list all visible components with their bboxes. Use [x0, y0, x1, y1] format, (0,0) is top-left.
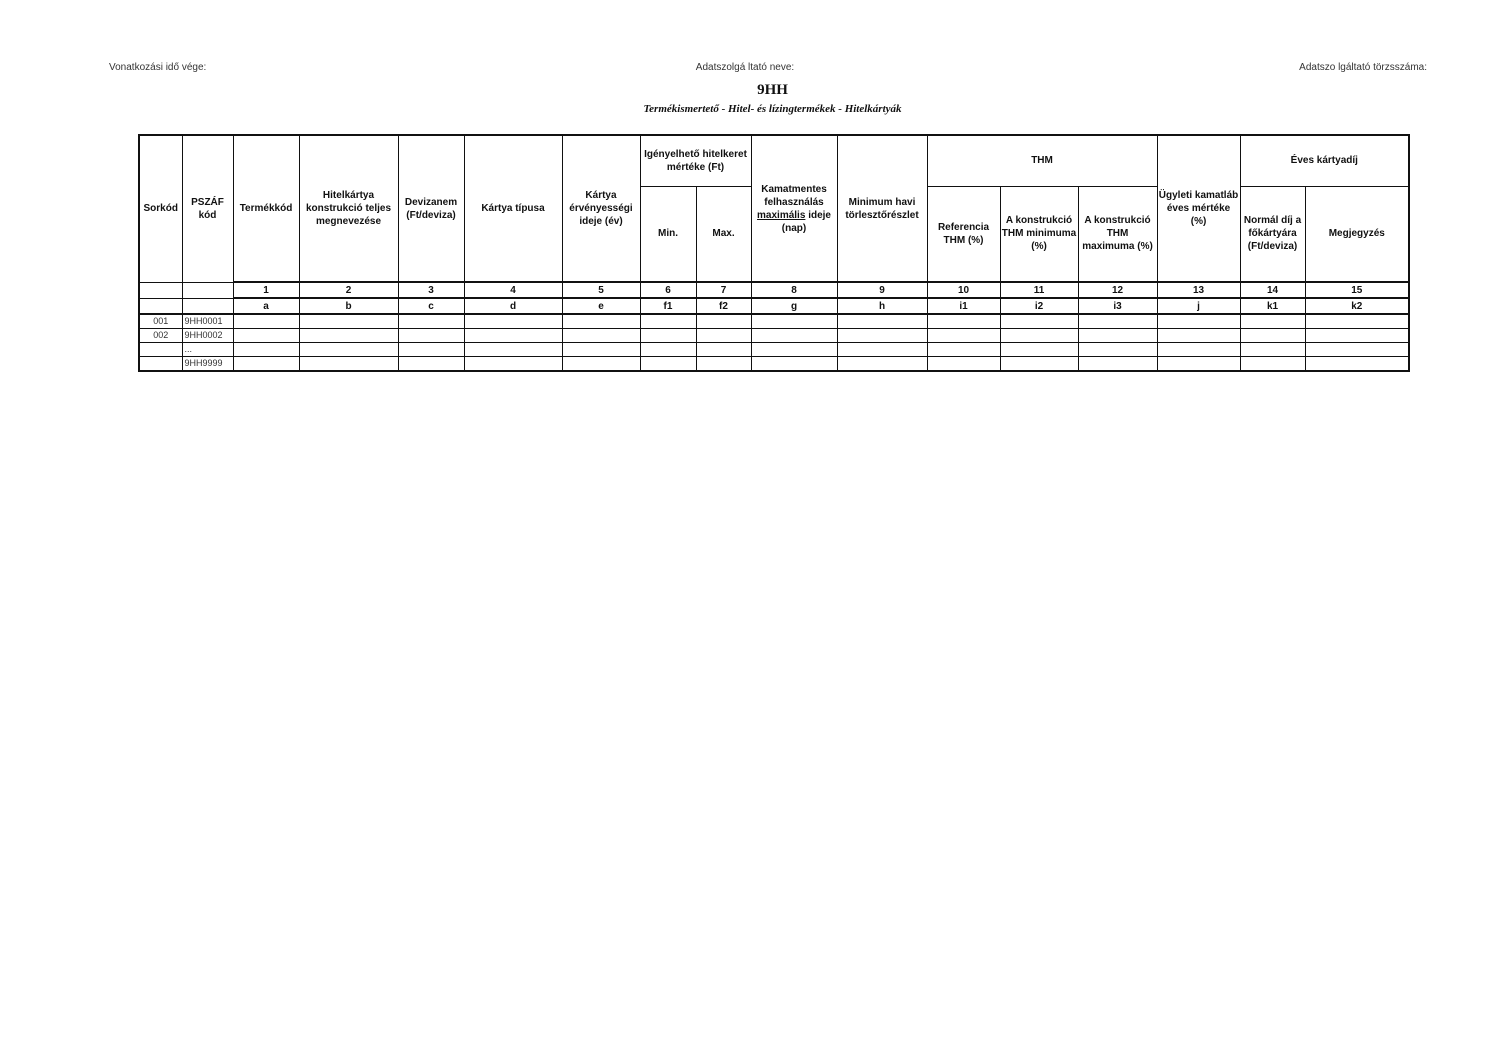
column-number: 12 — [1078, 282, 1157, 298]
data-cell[interactable] — [837, 314, 927, 329]
header-hitelkartya-megnevezes: Hitelkártya konstrukció teljes megnevezése — [299, 135, 398, 282]
column-letter: g — [751, 298, 837, 314]
data-cell[interactable] — [1000, 329, 1078, 343]
header-ervenyessegi-ido: Kártya érvényességi ideje (év) — [562, 135, 640, 282]
header-pszaf-kod: PSZÁF kód — [182, 135, 233, 282]
column-letter: i3 — [1078, 298, 1157, 314]
column-number: 4 — [464, 282, 562, 298]
data-cell[interactable] — [1157, 329, 1240, 343]
column-number: 8 — [751, 282, 837, 298]
header-igenyelheto-hitelkeret: Igényelhető hitelkeret mértéke (Ft) — [640, 135, 751, 186]
data-cell[interactable] — [464, 357, 562, 372]
row-pszaf-kod: ... — [182, 343, 233, 357]
header-megjegyzes: Megjegyzés — [1305, 186, 1409, 282]
column-number: 9 — [837, 282, 927, 298]
column-number: 5 — [562, 282, 640, 298]
data-cell[interactable] — [398, 329, 464, 343]
product-table — [138, 134, 1410, 372]
column-letter: j — [1157, 298, 1240, 314]
data-cell[interactable] — [751, 314, 837, 329]
data-cell[interactable] — [1240, 314, 1305, 329]
column-number: 11 — [1000, 282, 1078, 298]
table-row — [139, 357, 1409, 372]
column-letter: c — [398, 298, 464, 314]
column-letter: b — [299, 298, 398, 314]
data-cell[interactable] — [1078, 314, 1157, 329]
reference-period-label: Vonatkozási idő vége: — [109, 62, 207, 73]
data-cell[interactable] — [562, 314, 640, 329]
header-ugyleti-kamatlab: Ügyleti kamatláb éves mértéke (%) — [1157, 135, 1240, 282]
data-cell[interactable] — [233, 343, 299, 357]
data-cell[interactable] — [751, 329, 837, 343]
column-letter: k1 — [1240, 298, 1305, 314]
data-cell[interactable] — [299, 314, 398, 329]
column-letter: i1 — [927, 298, 1000, 314]
data-cell[interactable] — [1157, 314, 1240, 329]
data-cell[interactable] — [1240, 357, 1305, 372]
data-cell[interactable] — [233, 329, 299, 343]
data-cell[interactable] — [1305, 357, 1409, 372]
data-cell[interactable] — [562, 343, 640, 357]
row-sorkod — [139, 343, 182, 357]
data-cell[interactable] — [640, 314, 696, 329]
header-sorkod: Sorkód — [139, 135, 182, 282]
row-pszaf-kod: 9HH0001 — [182, 314, 233, 329]
table-row — [139, 314, 1409, 329]
provider-id-label: Adatszo lgáltató törzsszáma: — [1299, 62, 1427, 73]
table-row — [139, 343, 1409, 357]
row-sorkod: 001 — [139, 314, 182, 329]
column-letter: h — [837, 298, 927, 314]
column-letter-row — [139, 298, 1409, 314]
data-cell[interactable] — [1240, 329, 1305, 343]
data-cell[interactable] — [398, 357, 464, 372]
header-devizanem: Devizanem (Ft/deviza) — [398, 135, 464, 282]
data-cell[interactable] — [1000, 343, 1078, 357]
header-min: Min. — [640, 186, 696, 282]
header-termekkod: Termékkód — [233, 135, 299, 282]
column-letter: i2 — [1000, 298, 1078, 314]
column-letter: k2 — [1305, 298, 1409, 314]
provider-name-label: Adatszolgá ltató neve: — [695, 62, 795, 73]
form-code: 9HH — [757, 82, 788, 98]
data-cell[interactable] — [751, 357, 837, 372]
header-referencia-thm: Referencia THM (%) — [927, 186, 1000, 282]
data-cell[interactable] — [696, 314, 751, 329]
header-minimum-havi: Minimum havi törlesztőrészlet — [837, 135, 927, 282]
data-cell[interactable] — [562, 357, 640, 372]
header-eves-kartyadij: Éves kártyadíj — [1240, 135, 1409, 186]
data-cell[interactable] — [927, 343, 1000, 357]
column-number-row — [139, 282, 1409, 298]
data-cell[interactable] — [1305, 314, 1409, 329]
column-number: 7 — [696, 282, 751, 298]
header-thm-group: THM — [927, 135, 1157, 186]
data-cell[interactable] — [398, 343, 464, 357]
header-kartya-tipusa: Kártya típusa — [464, 135, 562, 282]
column-letter: d — [464, 298, 562, 314]
column-letter: a — [233, 298, 299, 314]
data-cell[interactable] — [1157, 343, 1240, 357]
column-number: 14 — [1240, 282, 1305, 298]
data-cell[interactable] — [299, 357, 398, 372]
data-cell[interactable] — [464, 329, 562, 343]
data-cell[interactable] — [233, 314, 299, 329]
data-cell[interactable] — [927, 329, 1000, 343]
data-cell[interactable] — [1000, 314, 1078, 329]
data-cell[interactable] — [640, 343, 696, 357]
data-cell[interactable] — [927, 314, 1000, 329]
data-cell[interactable] — [464, 343, 562, 357]
data-cell[interactable] — [640, 329, 696, 343]
data-cell[interactable] — [299, 329, 398, 343]
data-cell[interactable] — [233, 357, 299, 372]
data-cell[interactable] — [751, 343, 837, 357]
data-cell[interactable] — [299, 343, 398, 357]
table-row — [139, 329, 1409, 343]
data-cell[interactable] — [1240, 343, 1305, 357]
data-cell[interactable] — [1157, 357, 1240, 372]
data-cell[interactable] — [837, 329, 927, 343]
header-normal-dij: Normál díj a főkártyára (Ft/deviza) — [1240, 186, 1305, 282]
header-thm-minimum: A konstrukció THM minimuma (%) — [1000, 186, 1078, 282]
data-cell[interactable] — [837, 357, 927, 372]
row-pszaf-kod: 9HH0002 — [182, 329, 233, 343]
data-cell[interactable] — [696, 329, 751, 343]
data-cell[interactable] — [1000, 357, 1078, 372]
data-cell[interactable] — [837, 343, 927, 357]
column-number: 13 — [1157, 282, 1240, 298]
column-number: 1 — [233, 282, 299, 298]
data-cell[interactable] — [1078, 357, 1157, 372]
column-letter: f1 — [640, 298, 696, 314]
header-thm-maximum: A konstrukció THM maximuma (%) — [1078, 186, 1157, 282]
column-number: 6 — [640, 282, 696, 298]
data-cell[interactable] — [927, 357, 1000, 372]
data-cell[interactable] — [562, 329, 640, 343]
data-cell[interactable] — [1305, 329, 1409, 343]
column-number: 3 — [398, 282, 464, 298]
column-number: 10 — [927, 282, 1000, 298]
row-sorkod — [139, 357, 182, 372]
data-cell[interactable] — [1078, 329, 1157, 343]
data-cell[interactable] — [640, 357, 696, 372]
row-pszaf-kod: 9HH9999 — [182, 357, 233, 372]
form-subtitle: Termékismertető - Hitel- és lízingtermékek - Hitelkártyák — [643, 103, 902, 115]
column-number: 2 — [299, 282, 398, 298]
data-cell[interactable] — [1305, 343, 1409, 357]
data-cell[interactable] — [1078, 343, 1157, 357]
data-cell[interactable] — [696, 343, 751, 357]
header-kamatmentes-ido: Kamatmentes felhasználás maximális ideje (nap) — [751, 135, 837, 282]
header-max: Max. — [696, 186, 751, 282]
column-letter: e — [562, 298, 640, 314]
data-cell[interactable] — [464, 314, 562, 329]
row-sorkod: 002 — [139, 329, 182, 343]
data-cell[interactable] — [398, 314, 464, 329]
column-number: 15 — [1305, 282, 1409, 298]
data-cell[interactable] — [696, 357, 751, 372]
column-letter: f2 — [696, 298, 751, 314]
